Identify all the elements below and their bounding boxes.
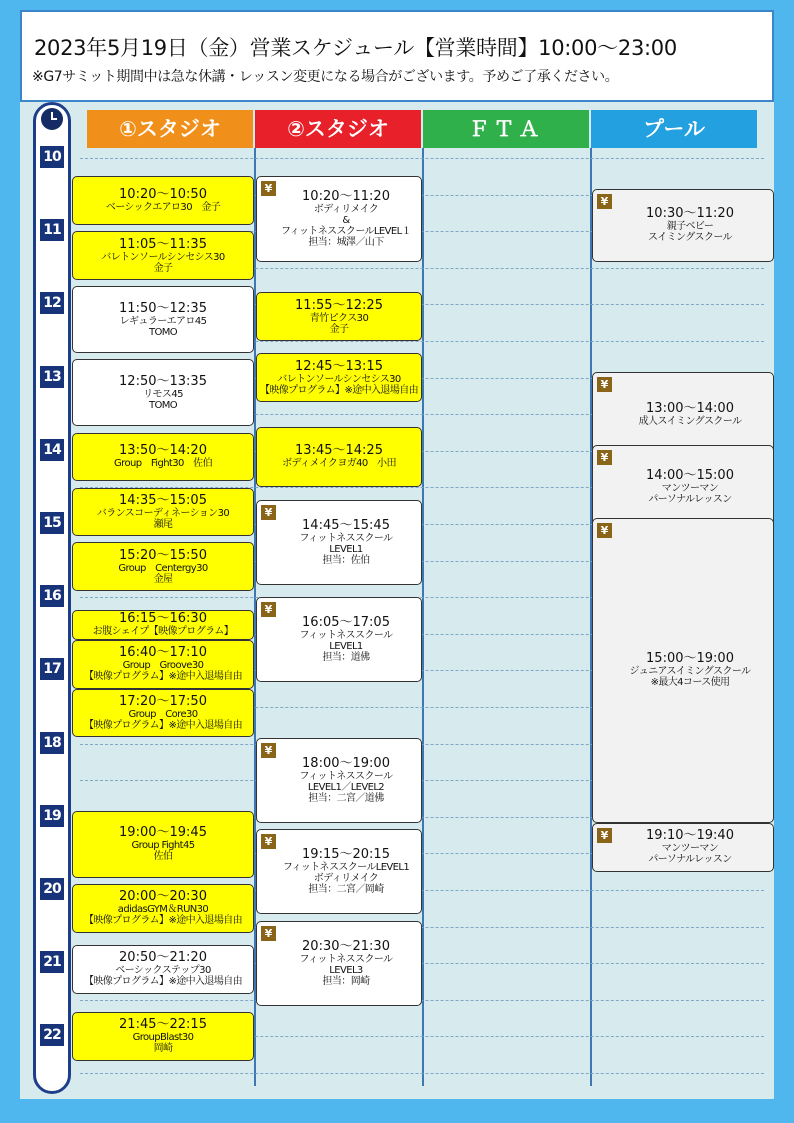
class-time: 13:50〜14:20 xyxy=(119,443,207,459)
hour-marker: 20 xyxy=(40,878,64,900)
class-detail: 【映像プログラム】※途中入退場自由 xyxy=(83,720,243,732)
class-detail: Group Core30 xyxy=(128,709,198,721)
class-detail: TOMO xyxy=(148,399,178,411)
page-title: 2023年5月19日（金）営業スケジュール【営業時間】10:00〜23:00 xyxy=(34,36,677,60)
class-detail: 佐伯 xyxy=(153,851,173,863)
pool-class-card xyxy=(592,823,774,872)
studio2-class-card xyxy=(256,738,422,823)
class-detail: フィットネススクールLEVEL１ xyxy=(281,225,411,237)
class-time: 11:50〜12:35 xyxy=(119,300,207,316)
studio1-class-card xyxy=(72,610,254,640)
class-detail: ジュニアスイミングスクール xyxy=(629,666,751,678)
studio2-class-card xyxy=(256,829,422,914)
class-time: 16:05〜17:05 xyxy=(302,615,390,631)
class-detail: ボディリメイク xyxy=(313,873,379,885)
schedule-header xyxy=(20,10,774,102)
class-detail: 金屋 xyxy=(153,573,173,585)
column-header-pool: プール xyxy=(591,110,757,148)
class-detail: 担当：城澤／山下 xyxy=(308,236,384,248)
class-detail: 岡崎 xyxy=(153,1043,173,1055)
class-detail: 担当：佐伯 xyxy=(322,554,370,566)
class-detail: 【映像プログラム】※途中入退場自由 xyxy=(259,384,419,396)
column-header-fta: ＦＴＡ xyxy=(423,110,589,148)
class-time: 20:00〜20:30 xyxy=(119,889,207,905)
pool-class-card xyxy=(592,518,774,823)
notice-text: ※G7サミット期間中は急な休講・レッスン変更になる場合がございます。予めご了承ください。 xyxy=(32,69,619,85)
hour-marker: 11 xyxy=(40,219,64,241)
hour-marker: 10 xyxy=(40,146,64,168)
class-detail: フィットネススクール xyxy=(299,770,393,782)
class-detail: ベーシックエアロ30 金子 xyxy=(105,202,221,214)
class-detail: 成人スイミングスクール xyxy=(638,415,742,427)
class-detail: リモス45 xyxy=(143,388,183,400)
class-time: 14:45〜15:45 xyxy=(302,517,390,533)
class-detail: フィットネススクール xyxy=(299,953,393,965)
yen-icon: ¥ xyxy=(597,377,612,392)
hour-marker: 14 xyxy=(40,439,64,461)
studio1-class-card xyxy=(72,640,254,689)
class-time: 20:30〜21:30 xyxy=(302,938,390,954)
half-hour-gridline xyxy=(80,1073,764,1074)
yen-icon: ¥ xyxy=(261,181,276,196)
class-detail: ボディリメイク xyxy=(313,203,379,215)
class-time: 13:45〜14:25 xyxy=(295,443,383,459)
yen-icon: ¥ xyxy=(261,926,276,941)
class-time: 16:15〜16:30 xyxy=(119,611,207,627)
class-detail: 【映像プログラム】※途中入退場自由 xyxy=(83,671,243,683)
studio1-class-card xyxy=(72,433,254,482)
schedule-board xyxy=(20,102,774,1099)
studio2-class-card xyxy=(256,353,422,402)
class-detail: ※最大4コース使用 xyxy=(650,677,730,689)
hour-marker: 21 xyxy=(40,951,64,973)
class-detail: 【映像プログラム】※途中入退場自由 xyxy=(83,976,243,988)
hour-marker: 12 xyxy=(40,292,64,314)
class-detail: バレトンソールシンセシス30 xyxy=(277,373,401,385)
class-detail: ボディメイクヨガ40 小田 xyxy=(282,458,396,470)
class-detail: マンツーマン xyxy=(661,483,719,495)
class-detail: バレトンソールシンセシス30 xyxy=(101,251,225,263)
studio1-class-card xyxy=(72,1012,254,1061)
studio1-class-card xyxy=(72,884,254,933)
class-detail: 担当：道佛 xyxy=(322,652,370,664)
class-detail: LEVEL1 xyxy=(329,641,363,653)
yen-icon: ¥ xyxy=(597,828,612,843)
class-detail: 金子 xyxy=(153,262,173,274)
hour-marker: 18 xyxy=(40,732,64,754)
class-detail: スイミングスクール xyxy=(648,232,732,244)
yen-icon: ¥ xyxy=(261,834,276,849)
class-detail: パーソナルレッスン xyxy=(648,854,732,866)
class-detail: マンツーマン xyxy=(661,843,719,855)
class-detail: 親子ベビー xyxy=(666,221,714,233)
column-divider xyxy=(422,148,424,1086)
yen-icon: ¥ xyxy=(597,450,612,465)
class-detail: TOMO xyxy=(148,326,178,338)
studio1-class-card xyxy=(72,359,254,426)
class-time: 20:50〜21:20 xyxy=(119,950,207,966)
class-detail: Group Centergy30 xyxy=(118,562,208,574)
class-time: 11:05〜11:35 xyxy=(119,236,207,252)
yen-icon: ¥ xyxy=(597,194,612,209)
class-time: 12:50〜13:35 xyxy=(119,373,207,389)
studio2-class-card xyxy=(256,427,422,488)
studio1-class-card xyxy=(72,945,254,994)
class-time: 14:35〜15:05 xyxy=(119,492,207,508)
class-time: 11:55〜12:25 xyxy=(295,297,383,313)
class-detail: 担当：二宮／道佛 xyxy=(308,792,384,804)
yen-icon: ¥ xyxy=(261,743,276,758)
class-time: 18:00〜19:00 xyxy=(302,755,390,771)
class-time: 15:20〜15:50 xyxy=(119,547,207,563)
class-detail: LEVEL1／LEVEL2 xyxy=(307,781,385,793)
class-time: 14:00〜15:00 xyxy=(646,468,734,484)
class-detail: LEVEL1 xyxy=(329,543,363,555)
class-detail: ベーシックステップ30 xyxy=(115,965,211,977)
class-detail: LEVEL3 xyxy=(329,964,363,976)
studio1-class-card xyxy=(72,811,254,878)
class-time: 12:45〜13:15 xyxy=(295,358,383,374)
class-time: 17:20〜17:50 xyxy=(119,694,207,710)
studio2-class-card xyxy=(256,176,422,261)
class-detail: 金子 xyxy=(329,323,349,335)
clock-icon xyxy=(41,108,63,130)
class-detail: GroupBlast30 xyxy=(132,1032,194,1044)
hour-marker: 16 xyxy=(40,585,64,607)
studio1-class-card xyxy=(72,488,254,537)
class-time: 21:45〜22:15 xyxy=(119,1017,207,1033)
class-detail: 青竹ピクス30 xyxy=(309,312,369,324)
studio2-class-card xyxy=(256,500,422,585)
class-time: 10:20〜10:50 xyxy=(119,187,207,203)
class-time: 19:00〜19:45 xyxy=(119,825,207,841)
half-hour-gridline xyxy=(80,1000,764,1001)
class-time: 10:20〜11:20 xyxy=(302,188,390,204)
class-detail: & xyxy=(342,214,350,226)
class-time: 19:10〜19:40 xyxy=(646,828,734,844)
column-header-studio2: ②スタジオ xyxy=(255,110,421,148)
studio1-class-card xyxy=(72,176,254,225)
class-time: 16:40〜17:10 xyxy=(119,645,207,661)
class-time: 15:00〜19:00 xyxy=(646,651,734,667)
class-detail: Group Fight30 佐伯 xyxy=(114,458,212,470)
hour-marker: 15 xyxy=(40,512,64,534)
class-detail: フィットネススクールLEVEL1 xyxy=(282,862,410,874)
class-time: 13:00〜14:00 xyxy=(646,400,734,416)
class-detail: バランスコーディネーション30 xyxy=(96,507,230,519)
class-detail: 担当：岡崎 xyxy=(322,975,370,987)
class-detail: Group Groove30 xyxy=(122,660,204,672)
yen-icon: ¥ xyxy=(261,505,276,520)
class-time: 19:15〜20:15 xyxy=(302,847,390,863)
class-detail: フィットネススクール xyxy=(299,630,393,642)
studio1-class-card xyxy=(72,542,254,591)
studio2-class-card xyxy=(256,597,422,682)
studio1-class-card xyxy=(72,231,254,280)
yen-icon: ¥ xyxy=(597,523,612,538)
hour-marker: 19 xyxy=(40,805,64,827)
hour-marker: 17 xyxy=(40,658,64,680)
half-hour-gridline xyxy=(80,158,764,159)
class-time: 10:30〜11:20 xyxy=(646,206,734,222)
class-detail: 【映像プログラム】※途中入退場自由 xyxy=(83,915,243,927)
hour-marker: 22 xyxy=(40,1024,64,1046)
yen-icon: ¥ xyxy=(261,602,276,617)
class-detail: パーソナルレッスン xyxy=(648,494,732,506)
column-header-studio1: ①スタジオ xyxy=(87,110,253,148)
class-detail: 瀬尾 xyxy=(153,518,173,530)
class-detail: レギュラーエアロ45 xyxy=(119,315,207,327)
hour-marker: 13 xyxy=(40,366,64,388)
studio2-class-card xyxy=(256,292,422,341)
studio1-class-card xyxy=(72,286,254,353)
class-detail: adidasGYM＆RUN30 xyxy=(117,904,209,916)
studio2-class-card xyxy=(256,921,422,1006)
class-detail: 担当：二宮／岡崎 xyxy=(308,884,384,896)
studio1-class-card xyxy=(72,689,254,738)
class-detail: お腹シェイプ【映像プログラム】 xyxy=(92,626,234,638)
class-detail: Group Fight45 xyxy=(131,840,195,852)
pool-class-card xyxy=(592,189,774,262)
class-detail: フィットネススクール xyxy=(299,532,393,544)
